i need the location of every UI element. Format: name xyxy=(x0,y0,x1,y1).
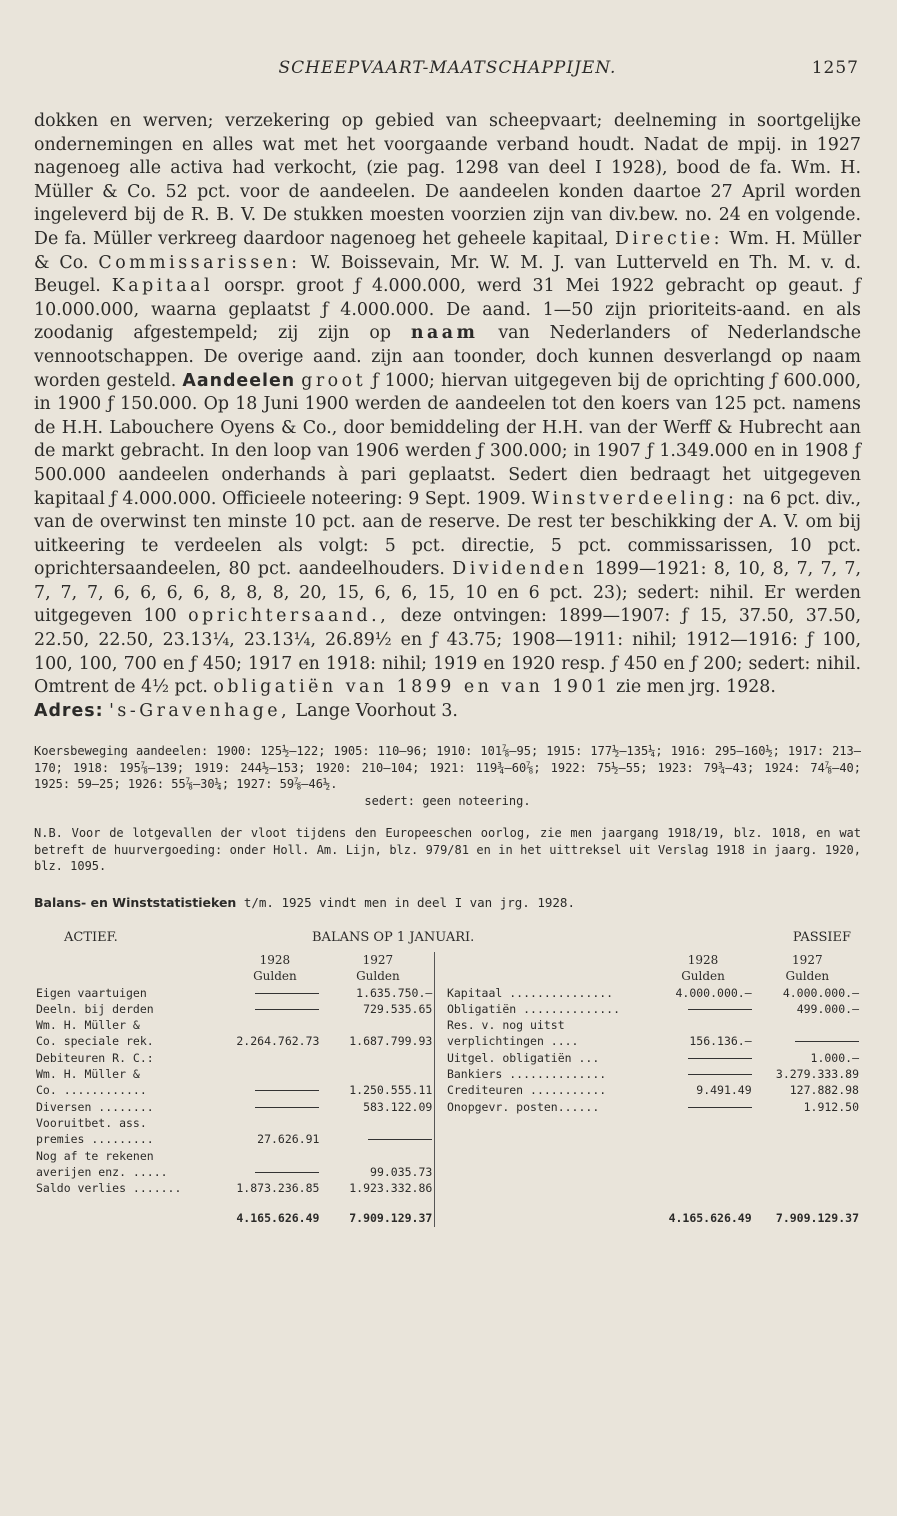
passief-label: Crediteuren ........... xyxy=(446,1083,607,1098)
empty-dash xyxy=(255,993,319,994)
passief-label: Res. v. nog uitst xyxy=(446,1018,565,1033)
actief-1928 xyxy=(228,1115,321,1131)
unit-header-row xyxy=(34,968,861,984)
actief-label: Co. speciale rek. xyxy=(36,1034,154,1049)
actief-1927 xyxy=(321,1017,434,1033)
column-separator xyxy=(435,1164,445,1180)
passief-label xyxy=(445,1164,653,1180)
passief-label xyxy=(445,1115,653,1131)
passief-label xyxy=(445,1148,653,1164)
col-header: 1927 xyxy=(362,952,394,967)
blank-cell xyxy=(445,968,653,984)
passief-1927 xyxy=(754,1131,861,1147)
balans-title-row xyxy=(34,930,861,948)
actief-1928: 1.873.236.85 xyxy=(236,1181,320,1196)
actief-1928 xyxy=(228,1164,321,1180)
passief-1928 xyxy=(652,1066,753,1082)
actief-1927: 1.687.799.93 xyxy=(349,1034,433,1049)
column-separator xyxy=(435,968,445,984)
keyword-oprichtersaand: oprichtersaand., xyxy=(188,606,390,627)
empty-dash xyxy=(255,1107,319,1108)
actief-1927: 583.122.09 xyxy=(363,1099,433,1114)
passief-label: Onopgevr. posten...... xyxy=(446,1099,600,1114)
passief-1927: 3.279.333.89 xyxy=(775,1067,859,1082)
column-separator xyxy=(435,1001,445,1017)
actief-1928: 2.264.762.73 xyxy=(236,1034,320,1049)
empty-dash xyxy=(688,1009,752,1010)
actief-1928 xyxy=(228,1082,321,1098)
column-separator xyxy=(435,1196,445,1226)
table-row xyxy=(34,1050,861,1066)
column-separator xyxy=(435,1050,445,1066)
text-obligatien: zie men jrg. 1928. xyxy=(616,677,776,698)
passief-label: verplichtingen .... xyxy=(446,1034,579,1049)
column-separator xyxy=(435,985,445,1001)
empty-dash xyxy=(688,1107,752,1108)
passief-1928 xyxy=(652,1164,753,1180)
keyword-groot: groot xyxy=(301,370,367,391)
running-header xyxy=(34,58,861,88)
passief-label: Kapitaal ............... xyxy=(446,985,614,1000)
text-aandeelen: ƒ 1000; hiervan uitgegeven bij de oprichting ƒ 600.000, in 1900 ƒ 150.000. Op 18 Juni 1900 werden de aandeelen tot den koers van 125 pct. namens de H.H. Labouchere Oyens & Co., door bemiddeling der H.H. van der Werff & Hubrecht aan de markt gebracht. In den loop van 1906 werden ƒ 300.000; in 1907 ƒ 1.349.000 en in 1908 ƒ 500.000 aandeelen onderhands à pari geplaatst. Sedert dien bedraagt het uitgegeven kapitaal ƒ 4.000.000. Officieele noteering: 9 Sept. 1909. xyxy=(34,370,861,509)
passief-label: Uitgel. obligatiën ... xyxy=(446,1050,600,1065)
table-row xyxy=(34,1033,861,1049)
koersbeweging xyxy=(34,743,861,809)
balance-sheet-table xyxy=(34,952,861,1227)
passief-label: PASSIEF xyxy=(792,929,851,945)
actief-1928 xyxy=(228,1099,321,1115)
actief-label: Debiteuren R. C.: xyxy=(36,1050,154,1065)
col-header: Gulden xyxy=(785,969,830,984)
actief-label: Vooruitbet. ass. xyxy=(36,1115,147,1130)
empty-dash xyxy=(795,1041,859,1042)
balans-note-text: t/m. 1925 vindt men in deel I van jrg. 1928. xyxy=(243,894,575,910)
total-actief-1927: 7.909.129.37 xyxy=(349,1211,433,1226)
actief-1927 xyxy=(321,1148,434,1164)
passief-1927 xyxy=(754,1115,861,1131)
adres-street: Lange Voorhout 3. xyxy=(295,700,458,721)
table-row xyxy=(34,1148,861,1164)
blank-cell xyxy=(34,968,228,984)
actief-label: averijen enz. ..... xyxy=(36,1164,168,1179)
actief-label: Wm. H. Müller & xyxy=(36,1067,140,1082)
passief-label xyxy=(445,1131,653,1147)
actief-label: Saldo verlies ....... xyxy=(36,1181,182,1196)
table-row xyxy=(34,1001,861,1017)
actief-1928 xyxy=(228,985,321,1001)
passief-1927 xyxy=(754,1164,861,1180)
year-header-row xyxy=(34,952,861,968)
actief-1928 xyxy=(228,1148,321,1164)
blank-cell xyxy=(445,1196,653,1226)
text-winstverdeeling: na 6 pct. div., van de overwinst ten minste 10 pct. aan de reserve. De rest ter beschikking der A. V. om bij uitkeering te verdeelen als volgt: 5 pct. directie, 5 pct. commissarissen, 10 pct. oprichtersaandeelen, 80 pct. aandeelhouders. xyxy=(34,488,862,580)
passief-1928 xyxy=(652,1180,753,1196)
actief-1927: 1.635.750.— xyxy=(356,985,433,1000)
actief-label: Diversen ........ xyxy=(36,1099,154,1114)
actief-label: ACTIEF. xyxy=(64,929,118,945)
passief-1928: 4.000.000.— xyxy=(675,985,752,1000)
text-oprichters: deze ontvingen: 1899—1907: ƒ 15, 37.50, 37.50, 22.50, 22.50, 23.13¼, 23.13¼, 26.89½ en ƒ 43.75; 1908—1911: nihil; 1912—1916: ƒ 100, 100, 100, 700 en ƒ 450; 1917 en 1918: nihil; 1919 en 1920 resp. ƒ 450 en ƒ 200; sedert: nihil. Omtrent de 4½ pct. xyxy=(34,606,862,698)
column-separator xyxy=(435,1180,445,1196)
passief-1927: 1.000.— xyxy=(810,1050,859,1065)
table-row xyxy=(34,1017,861,1033)
actief-label: premies ......... xyxy=(36,1132,154,1147)
passief-1927: 127.882.98 xyxy=(789,1083,859,1098)
table-row xyxy=(34,1082,861,1098)
passief-1927 xyxy=(754,1148,861,1164)
actief-label: Wm. H. Müller & xyxy=(36,1018,140,1033)
blank-cell xyxy=(34,1196,228,1226)
empty-dash xyxy=(255,1009,319,1010)
table-row xyxy=(34,985,861,1001)
koers-tail: sedert: geen noteering. xyxy=(364,793,531,808)
actief-1927: 729.535.65 xyxy=(363,1001,433,1016)
keyword-directie: Directie: xyxy=(614,228,723,249)
column-separator xyxy=(435,1148,445,1164)
passief-label: Bankiers .............. xyxy=(446,1067,607,1082)
actief-1928 xyxy=(228,1017,321,1033)
total-passief-1928: 4.165.626.49 xyxy=(668,1211,752,1226)
actief-1927: 1.250.555.11 xyxy=(349,1083,433,1098)
passief-1928 xyxy=(652,1131,753,1147)
actief-1927 xyxy=(321,1050,434,1066)
col-header: Gulden xyxy=(681,969,725,984)
keyword-kapitaal: Kapitaal xyxy=(111,276,214,297)
balans-note-heading: Balans- en Winststatistieken xyxy=(34,894,237,910)
keyword-commissarissen: Commissarissen: xyxy=(98,252,301,273)
passief-1927 xyxy=(754,1180,861,1196)
keyword-aandeelen: Aandeelen xyxy=(182,370,296,391)
passief-1928 xyxy=(652,1001,753,1017)
actief-1928 xyxy=(228,1050,321,1066)
blank-cell xyxy=(445,952,653,968)
column-separator xyxy=(435,1017,445,1033)
passief-1928: 156.136.— xyxy=(689,1034,752,1049)
table-row xyxy=(34,1164,861,1180)
table-row xyxy=(34,1115,861,1131)
passief-1927 xyxy=(754,1033,861,1049)
actief-1927 xyxy=(321,1131,434,1147)
text-commissarissen: W. Boissevain, Mr. W. M. J. van Lutterveld en Th. M. v. d. Beugel. xyxy=(34,252,862,297)
empty-dash xyxy=(368,1139,432,1140)
passief-1928 xyxy=(652,1148,753,1164)
keyword-naam: naam xyxy=(410,323,479,344)
adres-label: Adres: xyxy=(34,700,104,721)
nb-note: N.B. Voor de lotgevallen der vloot tijdens den Europeeschen oorlog, zie men jaargang 1918/19, blz. 1018, en wat betreft de huurvergoeding: onder Holl. Am. Lijn, blz. 979/81 en in het uittreksel uit Verslag 1918 in jaarg. 1920, blz. 1095. xyxy=(34,826,861,874)
passief-label: Obligatiën .............. xyxy=(446,1001,621,1016)
column-separator xyxy=(435,1115,445,1131)
passief-1928 xyxy=(652,1050,753,1066)
col-header: 1927 xyxy=(792,952,823,967)
text-dividenden: 1899—1921: 8, 10, 8, 7, 7, 7, 7, 7, 7, 6, 6, 6, 6, 8, 8, 8, 20, 15, 6, 6, 15, 10 en 6 pct. 23); sedert: nihil. Er werden uitgegeven 100 xyxy=(34,559,862,627)
actief-1928 xyxy=(228,1001,321,1017)
passief-1927 xyxy=(754,1017,861,1033)
passief-label xyxy=(445,1180,653,1196)
column-separator xyxy=(435,1082,445,1098)
col-header: Gulden xyxy=(253,969,297,984)
blank-cell xyxy=(34,952,228,968)
text-naam: van Nederlanders of Nederlandsche vennootschappen. De overige aand. zijn aan toonder, doch kunnen desverlangd op naam worden gesteld. xyxy=(34,323,861,391)
company-description xyxy=(34,110,861,723)
empty-dash xyxy=(688,1058,752,1059)
actief-label: Co. ............ xyxy=(36,1083,147,1098)
balans-note xyxy=(34,895,861,910)
actief-label: Deeln. bij derden xyxy=(36,1001,154,1016)
passief-1928 xyxy=(652,1017,753,1033)
column-separator xyxy=(435,1033,445,1049)
keyword-winstverdeeling: Winstverdeeling: xyxy=(531,488,738,509)
actief-1928: 27.626.91 xyxy=(257,1132,320,1147)
empty-dash xyxy=(255,1090,319,1091)
page-number: 1257 xyxy=(811,58,859,78)
actief-1927: 1.923.332.86 xyxy=(349,1181,433,1196)
header-title: SCHEEPVAART-MAATSCHAPPIJEN. xyxy=(278,58,617,78)
keyword-obligatien: obligatiën van 1899 en van 1901 xyxy=(213,677,611,698)
text-kapitaal: oorspr. groot ƒ 4.000.000, werd 31 Mei 1922 gebracht op geaut. ƒ 10.000.000, waarna geplaatst ƒ 4.000.000. De aand. 1—50 zijn prioriteits-aand. en als zoodanig afgestempeld; zij zijn op xyxy=(34,276,861,344)
table-row xyxy=(34,1066,861,1082)
actief-label: Eigen vaartuigen xyxy=(36,985,147,1000)
table-row xyxy=(34,1099,861,1115)
text-intro: dokken en werven; verzekering op gebied van scheepvaart; deelneming in soortgelijke ondernemingen en alles wat met het voorgaande verband houdt. Nadat de mpij. in 1927 nagenoeg alle activa had verkocht, (zie pag. 1298 van deel I 1928), bood de fa. Wm. H. Müller & Co. 52 pct. voor de aandeelen. De aandeelen konden daartoe 27 April worden ingeleverd bij de R. B. V. De stukken moesten voorzien zijn van div.bew. no. 24 en volgende. De fa. Müller verkreeg daardoor nagenoeg het geheele kapitaal, xyxy=(34,111,861,249)
empty-dash xyxy=(255,1172,319,1173)
table-row xyxy=(34,1180,861,1196)
passief-1927: 499.000.— xyxy=(796,1001,859,1016)
column-separator xyxy=(435,1131,445,1147)
totals-row xyxy=(34,1196,861,1226)
empty-dash xyxy=(688,1074,752,1075)
total-actief-1928: 4.165.626.49 xyxy=(236,1211,320,1226)
actief-1927 xyxy=(321,1066,434,1082)
column-separator xyxy=(435,952,445,968)
actief-1928 xyxy=(228,1066,321,1082)
adres-city: 's-Gravenhage, xyxy=(109,700,291,721)
passief-1928 xyxy=(652,1099,753,1115)
col-header: 1928 xyxy=(687,952,719,967)
passief-1927: 4.000.000.— xyxy=(782,985,859,1000)
passief-1928: 9.491.49 xyxy=(696,1083,752,1098)
col-header: 1928 xyxy=(259,952,291,967)
passief-1927: 1.912.50 xyxy=(803,1099,859,1114)
actief-1927: 99.035.73 xyxy=(370,1164,433,1179)
balans-title: BALANS OP 1 JANUARI. xyxy=(312,929,475,945)
passief-1928 xyxy=(652,1115,753,1131)
actief-1927 xyxy=(321,1115,434,1131)
total-passief-1927: 7.909.129.37 xyxy=(775,1211,859,1226)
column-separator xyxy=(435,1066,445,1082)
koers-text: Koersbeweging aandeelen: 1900: 125½—122; 1905: 110—96; 1910: 101⅞—95; 1915: 177½—135¼; 1916: 295—160½; 1917: 213—170; 1918: 195⅞—139; 1919: 244½—153; 1920: 210—104; 1921: 119¾—60⅞; 1922: 75½—55; 1923: 79¾—43; 1924: 74⅞—40; 1925: 59—25; 1926: 55⅞—30¼; 1927: 59⅞—46½. xyxy=(34,744,861,792)
table-row xyxy=(34,1131,861,1147)
column-separator xyxy=(435,1099,445,1115)
actief-label: Nog af te rekenen xyxy=(36,1148,154,1163)
keyword-dividenden: Dividenden xyxy=(452,559,588,580)
col-header: Gulden xyxy=(356,969,400,984)
text-directie: Wm. H. Müller & Co. xyxy=(34,228,862,273)
